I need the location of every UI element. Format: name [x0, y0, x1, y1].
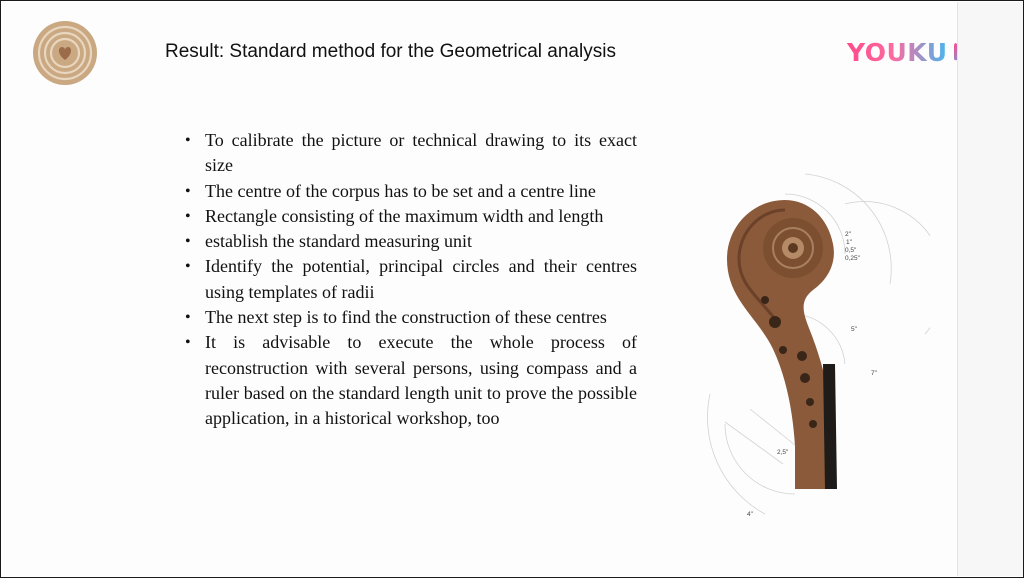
bullet-item: • Identify the potential, principal circles and their centres using templates of radii — [182, 254, 637, 305]
violin-scroll-figure — [695, 164, 930, 530]
youku-brand-text: YOUKU — [847, 37, 948, 67]
bullet-item: • The centre of the corpus has to be set and a centre line — [182, 179, 637, 204]
label-0-25in: 0,25" — [845, 255, 860, 262]
slide-title: Result: Standard method for the Geometrical analysis — [165, 41, 616, 62]
label-0-5in: 0,5" — [845, 247, 857, 254]
label-1in: 1" — [846, 239, 852, 246]
label-7in: 7" — [871, 370, 877, 377]
label-5in: 5" — [851, 326, 857, 333]
bullet-item: • To calibrate the picture or technical drawing to its exact size — [182, 128, 637, 179]
label-4in: 4" — [747, 511, 753, 518]
label-2-5in: 2,5" — [777, 449, 789, 456]
heart-target-logo-icon — [32, 20, 98, 86]
bullet-item: • Rectangle consisting of the maximum width and length — [182, 204, 637, 229]
label-2in: 2" — [845, 231, 851, 238]
bullet-item: • It is advisable to execute the whole process of reconstruction with several persons, using compass and a ruler based on the standard length unit to prove the possible application, in a historical workshop, too — [182, 330, 637, 431]
bullet-list — [182, 128, 637, 432]
bullet-item: • The next step is to find the construction of these centres — [182, 305, 637, 330]
right-margin-strip — [957, 2, 1024, 576]
bullet-item: • establish the standard measuring unit — [182, 229, 637, 254]
presentation-slide — [2, 2, 956, 576]
